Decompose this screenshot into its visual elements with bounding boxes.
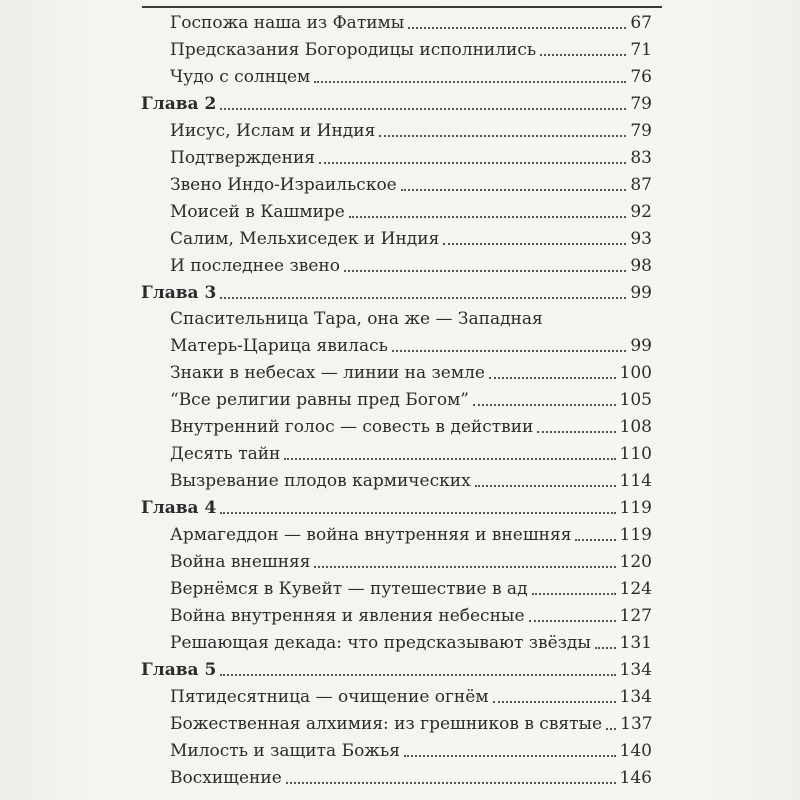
dot-leader [473, 404, 616, 406]
page-number: 67 [630, 13, 652, 33]
page-number: 119 [619, 525, 652, 546]
chapter-title: Глава 2 [141, 93, 217, 114]
page-number: 76 [630, 66, 652, 87]
entry-title: Звено Индо-Израильское [170, 174, 397, 195]
dot-leader [532, 593, 616, 595]
chapter-title: Глава 3 [141, 282, 217, 303]
entry-title: Знаки в небесах — линии на земле [170, 363, 485, 384]
page-number: 140 [619, 740, 652, 761]
toc-entry [170, 572, 652, 600]
dot-leader [475, 485, 616, 487]
toc-entry [170, 626, 652, 654]
dot-leader [540, 54, 626, 56]
dot-leader [220, 512, 615, 514]
entry-title: Милость и защита Божья [170, 740, 400, 761]
page-number: 124 [619, 578, 652, 599]
toc-entry [170, 60, 652, 88]
dot-leader [314, 566, 615, 568]
dot-leader [220, 297, 626, 299]
page-number: 131 [619, 632, 652, 653]
dot-leader [319, 162, 626, 164]
entry-title: Божественная алхимия: из грешников в святые [170, 713, 603, 734]
page-number: 134 [619, 686, 652, 707]
toc-entry [170, 464, 652, 492]
entry-title: Иисус, Ислам и Индия [170, 120, 376, 141]
toc-entry [170, 383, 652, 411]
dot-leader [379, 135, 626, 137]
entry-title: Спасительница Тара, она же — Западная [170, 309, 543, 330]
chapter-title: Глава 5 [141, 659, 217, 680]
page-number: 79 [630, 120, 652, 141]
toc-chapter-heading [141, 276, 652, 304]
toc-entry [170, 222, 652, 250]
toc-entry [170, 734, 652, 762]
entry-title: Восхищение [170, 767, 282, 788]
dot-leader [314, 81, 626, 83]
entry-title: Решающая декада: что предсказывают звёзды [170, 632, 591, 653]
page-number: 99 [630, 282, 652, 303]
entry-title: Война внешняя [170, 552, 311, 572]
entry-title: Армагеддон — война внутренняя и внешняя [170, 525, 572, 546]
page-number: 79 [630, 93, 652, 114]
toc-entry [170, 707, 652, 735]
page-number: 99 [630, 336, 652, 357]
entry-title: Предсказания Богородицы исполнились [170, 39, 537, 60]
toc-entry [170, 302, 652, 330]
toc-entry [170, 249, 652, 277]
dot-leader [284, 458, 615, 460]
page-number: 146 [619, 767, 652, 788]
page-number: 105 [619, 390, 652, 411]
entry-title: Подтверждения [170, 147, 315, 168]
toc-chapter-heading [141, 87, 652, 115]
dot-leader [404, 755, 616, 757]
toc-entry [170, 437, 652, 465]
dot-leader [401, 189, 627, 191]
toc-entry [170, 518, 652, 546]
page-number: 119 [619, 498, 652, 519]
dot-leader [606, 728, 616, 730]
page-number: 120 [619, 552, 652, 572]
dot-leader [443, 243, 626, 245]
toc-entry [170, 545, 652, 573]
dot-leader [220, 674, 615, 676]
entry-title: Госпожа наша из Фатимы [170, 13, 405, 33]
entry-title: Десять тайн [170, 444, 281, 465]
entry-title: Чудо с солнцем [170, 66, 311, 87]
entry-title: Пятидесятница — очищение огнём [170, 686, 489, 707]
toc-entry [170, 599, 652, 627]
dot-leader [537, 431, 615, 433]
entry-title: Салим, Мельхиседек и Индия [170, 228, 440, 249]
page-number: 98 [630, 255, 652, 276]
entry-title: “Все религии равны пред Богом” [170, 390, 469, 411]
toc-entry [170, 33, 652, 61]
entry-title: Моисей в Кашмире [170, 201, 345, 222]
page-number: 93 [630, 228, 652, 249]
dot-leader [575, 539, 615, 541]
page-number: 137 [620, 713, 653, 734]
toc-entry [170, 761, 652, 789]
entry-title: Матерь-Царица явилась [170, 336, 388, 357]
toc-entry [170, 141, 652, 169]
dot-leader [349, 216, 627, 218]
page-number: 114 [619, 471, 652, 492]
dot-leader [493, 701, 616, 703]
page-number: 127 [619, 605, 652, 626]
toc-entry [170, 114, 652, 142]
page-number: 134 [619, 659, 652, 680]
entry-title: Вернёмся в Кувейт — путешествие в ад [170, 578, 528, 599]
dot-leader [286, 782, 616, 784]
toc-entry [170, 6, 652, 34]
page-number: 108 [619, 417, 652, 438]
toc-entry [170, 410, 652, 438]
dot-leader [392, 350, 626, 352]
page-number: 87 [630, 174, 652, 195]
toc-entry [170, 195, 652, 223]
dot-leader [489, 377, 616, 379]
dot-leader [344, 270, 626, 272]
toc-entry [170, 168, 652, 196]
entry-title: Внутренний голос — совесть в действии [170, 417, 534, 438]
dot-leader [408, 27, 626, 29]
page-number: 83 [630, 147, 652, 168]
toc-chapter-heading [141, 653, 652, 681]
page-number: 71 [630, 39, 652, 60]
entry-title: Война внутренняя и явления небесные [170, 605, 525, 626]
page-number: 92 [630, 201, 652, 222]
page-number: 110 [619, 444, 652, 465]
toc-entry [170, 356, 652, 384]
chapter-title: Глава 4 [141, 498, 217, 519]
dot-leader [220, 108, 626, 110]
page-number: 100 [619, 363, 652, 384]
dot-leader [595, 647, 616, 649]
entry-title: Вызревание плодов кармических [170, 471, 471, 492]
dot-leader [529, 620, 616, 622]
entry-title: И последнее звено [170, 255, 340, 276]
toc-entry [170, 329, 652, 357]
toc-chapter-heading [141, 491, 652, 519]
toc-entry [170, 680, 652, 708]
